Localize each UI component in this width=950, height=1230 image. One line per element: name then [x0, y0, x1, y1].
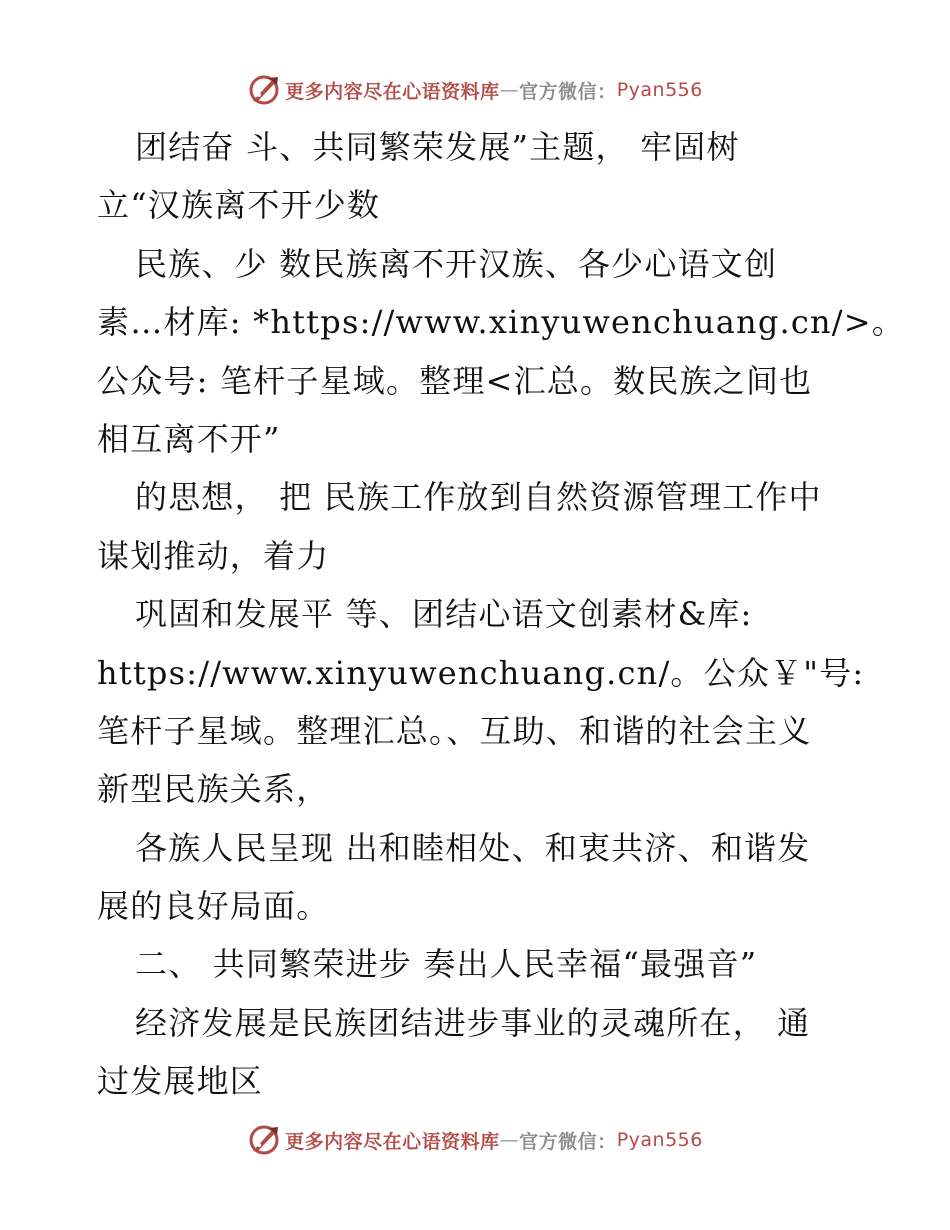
watermark-text: 更多内容尽在心语资料库: [285, 80, 500, 103]
watermark-wechat-id: Pyan556: [616, 79, 703, 101]
text-line: 的思想， 把 民族工作放到自然资源管理工作中: [135, 478, 822, 517]
section-heading: 二、 共同繁荣进步 奏出人民幸福“最强音”: [135, 945, 758, 984]
text-line: 相互离不开”: [97, 419, 281, 458]
text-line: 巩固和发展平 等、团结心语文创素材&库:: [135, 595, 753, 634]
document-body: [97, 118, 906, 1111]
text-line: 素…材库: *https://www.xinyuwenchuang.cn/>。: [97, 303, 906, 342]
text-line: 展的良好局面。: [97, 887, 330, 926]
footer-watermark: [0, 1120, 950, 1160]
text-line: 谋划推动，着力: [97, 536, 330, 575]
watermark-wechat-id: Pyan556: [616, 1129, 703, 1151]
text-line: 笔杆子星域。整理汇总。、互助、和谐的社会主义: [97, 711, 812, 750]
header-watermark: [0, 70, 950, 110]
quill-pen-circle-icon: [247, 1123, 281, 1157]
text-line: 各族人民呈现 出和睦相处、和衷共济、和谐发: [135, 828, 811, 867]
text-line: https://www.xinyuwenchuang.cn/。公众￥"号:: [97, 653, 865, 692]
text-line: 新型民族关系，: [97, 770, 330, 809]
watermark-separator: —: [499, 79, 520, 101]
text-line: 立“汉族离不开少数: [97, 186, 381, 225]
quill-pen-circle-icon: [247, 73, 281, 107]
text-line: 公众号: 笔杆子星域。整理<汇总。数民族之间也: [97, 361, 813, 400]
text-line: 过发展地区: [97, 1062, 264, 1101]
watermark-wechat-label: 官方微信：: [519, 80, 617, 103]
text-line: 团结奋 斗、共同繁荣发展”主题， 牢固树: [135, 128, 740, 166]
watermark-wechat-label: 官方微信：: [519, 1130, 617, 1153]
watermark-separator: —: [499, 1129, 520, 1151]
text-line: 经济发展是民族团结进步事业的灵魂所在， 通: [135, 1003, 811, 1042]
watermark-text: 更多内容尽在心语资料库: [285, 1130, 500, 1153]
text-line: 民族、少 数民族离不开汉族、各少心语文创: [135, 244, 778, 283]
